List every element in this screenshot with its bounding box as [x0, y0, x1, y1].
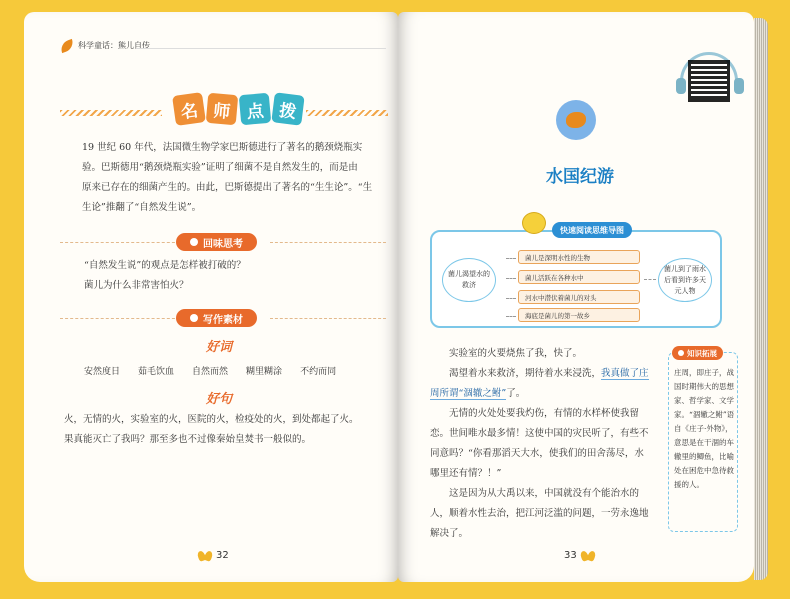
knowledge-label [672, 346, 723, 360]
review-label-text: 回味思考 [203, 238, 243, 250]
header-divider [136, 48, 386, 49]
good-sentences [64, 410, 394, 450]
text-line: 生论”推翻了“自然发生说”。 [82, 202, 202, 213]
paragraph-text: 了。 [506, 388, 526, 399]
mind-map [430, 225, 722, 328]
paragraph [430, 404, 652, 484]
connector [506, 258, 516, 259]
section-title [174, 94, 303, 124]
intro-text [82, 138, 382, 218]
butterfly-icon [581, 551, 595, 561]
dot-icon [190, 314, 198, 322]
connector [506, 298, 516, 299]
mind-map-title: 快速阅读思维导图 [552, 222, 632, 238]
connector [506, 278, 516, 279]
paragraph-text: 无情的火处处要我灼伤，有情的水样杯使我留恋。世间唯水最多情！这使中国的灾民听了，有些不同意吗？“你看那滔天大水，使我们的田舍荡尽，水哪里还有情？！” [430, 408, 649, 479]
question: “自然发生说”的观点是怎样被打破的？ [84, 260, 246, 271]
good-sentences-label: 好句 [206, 392, 233, 407]
sentence-line: 火，无情的火，实验室的火，医院的火，检疫处的火，到处都起了火。 [64, 414, 359, 425]
paragraph [430, 484, 652, 544]
title-char: 点 [239, 93, 272, 126]
page-number [564, 550, 595, 561]
knowledge-label-text: 知识拓展 [687, 348, 717, 358]
knowledge-text: 庄周，即庄子，战国时期伟大的思想家、哲学家、文学家。“涸辙之鲋”语自《庄子·外物》，意思是在干涸的车辙里的鲫鱼，比喻处在困危中急待救援的人。 [674, 368, 735, 489]
paragraph-text: 这是因为从大禹以来，中国就没有个能治水的人，顺着水性去治，把江河泛滥的问题，一劳永逸地解决了。 [430, 488, 649, 539]
divider [270, 318, 386, 319]
chick-icon [522, 212, 546, 234]
qr-code[interactable] [688, 60, 730, 102]
review-label [176, 233, 257, 251]
mind-map-item: 菌儿活跃在各种水中 [518, 270, 640, 284]
title-char: 拨 [271, 92, 304, 125]
title-char: 名 [172, 92, 206, 126]
good-words-label: 好词 [206, 340, 233, 355]
page-edges [754, 18, 768, 580]
mind-map-result: 菌儿到了雨水后看到许多天元人物 [658, 258, 712, 302]
good-words-list [84, 364, 336, 377]
connector [644, 279, 656, 280]
story-text [430, 344, 652, 544]
running-header [60, 40, 150, 51]
decorative-stripe [306, 110, 388, 116]
page-number-text: 33 [564, 550, 577, 561]
divider [60, 318, 180, 319]
connector [506, 316, 516, 317]
dot-icon [190, 238, 198, 246]
sentence-line: 果真能灭亡了我吗？那至多也不过像秦始皇焚书一般似的。 [64, 434, 312, 445]
page-number-text: 32 [216, 550, 229, 561]
mind-map-item: 河水中潜伏着菌儿的对头 [518, 290, 640, 304]
headphone-ear-icon [734, 78, 744, 94]
text-line: 验。巴斯德用“鹅颈烧瓶实验”证明了细菌不是自然发生的，而是由 [82, 162, 358, 173]
divider [60, 242, 180, 243]
good-word: 安然度日 [84, 367, 121, 377]
good-word: 糊里糊涂 [246, 367, 283, 377]
question: 菌儿为什么非常害怕火？ [84, 280, 189, 291]
review-questions [84, 256, 384, 296]
paragraph-text: 实验室的火要烧焦了我，快了。 [449, 348, 583, 359]
text-line: 原来已存在的细菌产生的。由此，巴斯德提出了著名的“生生论”。“生 [82, 182, 373, 193]
right-page [398, 12, 754, 582]
headphone-ear-icon [676, 78, 686, 94]
title-char: 师 [206, 93, 239, 126]
highlighted-phrase: 我真做了庄周所谓“涸辙之鲋” [430, 368, 649, 399]
mind-map-item: 菌儿是深明水性的生物 [518, 250, 640, 264]
paragraph [430, 344, 652, 364]
mind-map-item: 海底是菌儿的第一故乡 [518, 308, 640, 322]
butterfly-icon [198, 551, 212, 561]
text-line: 19 世纪 60 年代，法国微生物学家巴斯德进行了著名的鹅颈烧瓶实 [82, 142, 363, 153]
material-label [176, 309, 257, 327]
leaf-icon [59, 38, 76, 52]
decorative-stripe [60, 110, 162, 116]
story-title: 水国纪游 [546, 167, 614, 187]
dot-icon [678, 350, 684, 356]
divider [270, 242, 386, 243]
mind-map-center: 菌儿渴望水的救济 [442, 258, 496, 302]
good-word: 自然而然 [192, 367, 229, 377]
fish-icon [566, 112, 586, 128]
good-word: 茹毛饮血 [138, 367, 175, 377]
paragraph [430, 364, 652, 404]
material-label-text: 写作素材 [203, 314, 243, 326]
paragraph-text: 渴望着水来救济，期待着水来浸洗， [449, 368, 602, 379]
left-page [24, 12, 398, 582]
header-title: 科学童话：熊儿自传 [78, 41, 150, 50]
good-word: 不约而同 [300, 367, 337, 377]
page-number [198, 550, 229, 561]
story-emblem [556, 100, 596, 140]
